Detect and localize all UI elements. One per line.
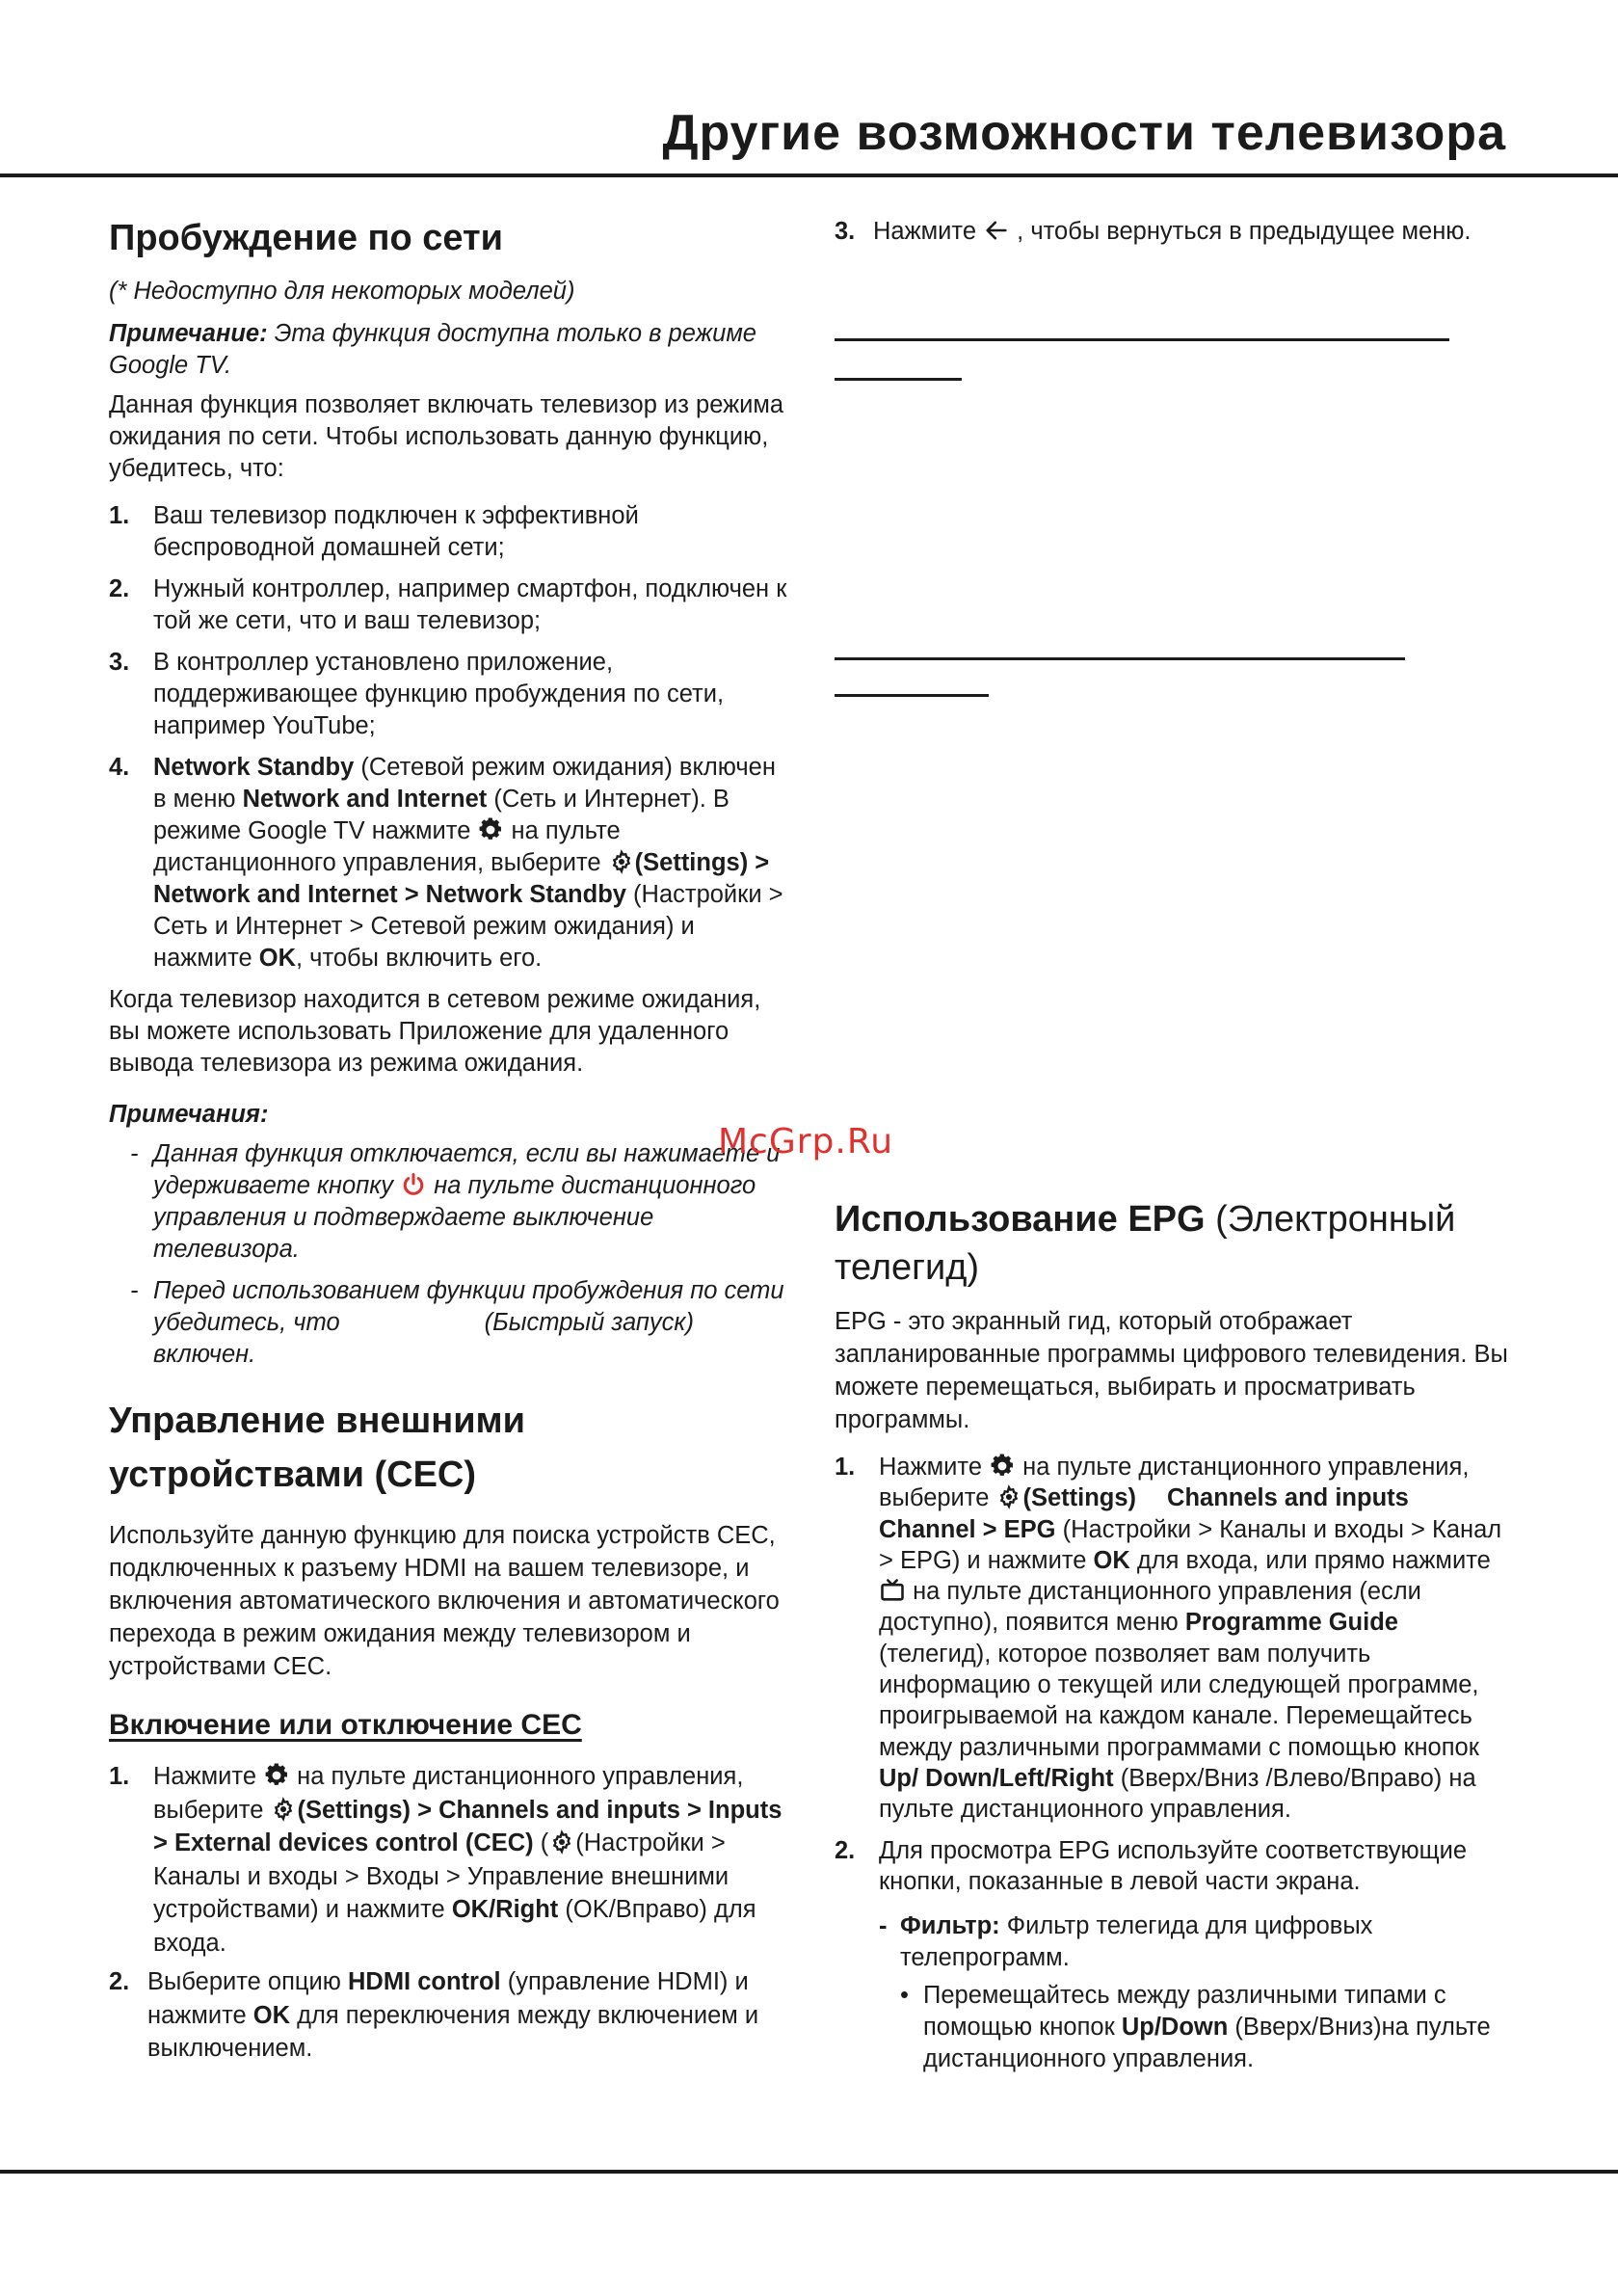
item-text: , чтобы включить его. <box>296 945 543 972</box>
gear-icon <box>263 1762 290 1789</box>
notes-list <box>109 1138 788 1371</box>
item-text: (телегид), которое позволяет вам получить информацию о текущей или следующей программе, проигрываемой на каждом канале. Перемещайтесь между различными программами с помощью кнопок <box>879 1640 1479 1761</box>
list-item <box>109 1760 788 1960</box>
list-item <box>109 647 788 742</box>
item-number: 1. <box>109 502 130 529</box>
list-item <box>835 216 1514 248</box>
epg-heading <box>835 1195 1514 1292</box>
menu-term: OK <box>258 945 297 972</box>
item-text: Нужный контроллер, например смартфон, подключен к той же сети, что и ваш телевизор; <box>153 575 787 634</box>
item-text: Перед использованием функции пробуждения по сети убедитесь, что <box>153 1277 784 1336</box>
menu-term: Up/Down <box>1121 2014 1229 2042</box>
item-text: В контроллер установлено приложение, поддерживающее функцию пробуждения по сети, например YouTube; <box>153 649 725 739</box>
back-arrow-icon <box>983 217 1010 244</box>
item-text: Перемещайтесь между различными типами с помощью кнопок <box>923 1982 1446 2042</box>
header-divider <box>0 174 1618 177</box>
epg-intro: EPG - это экранный гид, который отображает запланированные программы цифрового телевидения. Вы можете перемещаться, выбирать и просматривать программы. <box>835 1308 1508 1433</box>
item-text: для входа, или прямо нажмите <box>1129 1546 1491 1574</box>
epg-section <box>835 1195 1514 2075</box>
item-text: (Сеть и Интернет). В режиме Google TV нажмите <box>153 786 729 844</box>
wol-heading: Пробуждение по сети <box>109 218 503 258</box>
settings-icon <box>548 1829 575 1855</box>
menu-term: Network and Internet <box>242 786 488 813</box>
list-item <box>109 574 788 637</box>
list-item <box>109 500 788 564</box>
menu-term: Channel > EPG <box>879 1515 1056 1543</box>
list-item <box>835 1452 1514 1826</box>
item-number: 4. <box>109 754 130 781</box>
google-tv-note <box>109 318 788 382</box>
dash: - <box>130 1140 139 1167</box>
page-title: Другие возможности телевизора <box>662 105 1506 161</box>
filter-label: Фильтр: <box>900 1912 1000 1940</box>
notes-heading <box>109 1099 788 1131</box>
divider-line <box>835 694 989 697</box>
item-text: Для просмотра EPG используйте соответствующие кнопки, показанные в левой части экрана. <box>879 1836 1468 1895</box>
item-text: Нажмите <box>153 1763 264 1790</box>
gear-icon <box>477 816 504 843</box>
power-icon <box>400 1171 427 1198</box>
menu-term: OK <box>1093 1546 1130 1574</box>
settings-icon <box>608 848 635 875</box>
left-column <box>109 212 788 2066</box>
item-number: 2. <box>109 1968 130 1995</box>
menu-term: (Settings) <box>1022 1484 1137 1512</box>
availability-note: (* Недоступно для некоторых моделей) <box>109 278 575 305</box>
watermark: McGrp.Ru <box>718 1122 894 1161</box>
item-text: (Настройки > Сеть и Интернет > Сетевой режим ожидания) и нажмите <box>153 881 783 972</box>
divider-line <box>835 378 962 381</box>
settings-icon <box>995 1483 1022 1510</box>
back-step-list <box>835 216 1514 248</box>
list-item <box>835 1835 1514 1898</box>
list-item <box>109 752 788 974</box>
wol-requirements-list <box>109 500 788 974</box>
note-label: Примечание: <box>109 320 268 347</box>
heading-bold: Использование EPG <box>835 1199 1206 1240</box>
item-number: 3. <box>109 649 130 676</box>
item-text: на пульте дистанционного управления, выберите <box>153 817 621 876</box>
item-text: (Настройки > Каналы и входы > Канал > EPG) и нажмите <box>879 1515 1502 1574</box>
item-text: (Быстрый запуск) включен. <box>153 1309 694 1368</box>
item-number: 3. <box>835 218 856 245</box>
tv-guide-icon <box>879 1577 906 1604</box>
menu-term: Network Standby <box>153 754 355 781</box>
menu-term: Channels and inputs <box>1167 1484 1409 1512</box>
cec-subheading: Включение или отключение CEC <box>109 1709 582 1741</box>
item-text: , чтобы вернуться в предыдущее меню. <box>1010 218 1472 245</box>
item-text: (Настройки > Каналы и входы > Входы > Управление внешними устройствами) и нажмите <box>153 1829 729 1923</box>
item-text: на пульте дистанционного управления, выберите <box>153 1763 744 1824</box>
item-text: (Вверх/Вниз)на пульте дистанционного управления. <box>923 2014 1491 2073</box>
menu-path: (Settings) > Channels and inputs > Inputs > External devices control (CEC) <box>153 1796 782 1856</box>
filter-item <box>835 1910 1514 1974</box>
item-text: Нажмите <box>879 1454 990 1481</box>
wol-standby-paragraph: Когда телевизор находится в сетевом режиме ожидания, вы можете использовать Приложение для удаленного вывода телевизора из режима ожидания. <box>109 986 761 1077</box>
dash: - <box>879 1912 888 1940</box>
divider-line <box>835 338 1449 341</box>
list-item <box>109 1138 788 1266</box>
right-column <box>835 212 1514 248</box>
dash: - <box>130 1277 139 1304</box>
menu-term: HDMI control <box>347 1968 501 1995</box>
item-text: Выберите опцию <box>147 1968 348 1995</box>
item-text: для переключения между включением и выключением. <box>147 2001 759 2062</box>
item-text: Ваш телевизор подключен к эффективной беспроводной домашней сети; <box>153 502 639 561</box>
cec-intro: Используйте данную функцию для поиска устройств CEC, подключенных к разъему HDMI на вашем телевизоре, и включения автоматического включения и автоматического перехода в режим ожидания между телевизором и устройствами CEC. <box>109 1522 780 1680</box>
footer-divider <box>0 2170 1618 2174</box>
item-text: Данная функция отключается, если вы нажимаете и удерживаете кнопку <box>153 1140 781 1199</box>
list-item <box>109 1965 788 2066</box>
menu-term: Programme Guide <box>1184 1609 1398 1637</box>
note-text: Эта функция доступна только в режиме Google TV. <box>109 320 756 379</box>
item-text: ( <box>533 1829 549 1856</box>
epg-steps-list <box>835 1452 1514 1897</box>
item-text: (Вверх/Вниз /Влево/Вправо) на пульте дистанционного управления. <box>879 1764 1476 1824</box>
divider-line <box>835 657 1405 660</box>
item-number: 1. <box>835 1454 856 1481</box>
heading-light: (Электронный телегид) <box>835 1199 1456 1288</box>
settings-icon <box>270 1796 297 1823</box>
filter-bullet <box>835 1980 1514 2075</box>
item-number: 2. <box>835 1836 856 1864</box>
cec-steps-list <box>109 1760 788 2066</box>
item-number: 1. <box>109 1763 130 1790</box>
gear-icon <box>989 1453 1016 1480</box>
item-text: Фильтр телегида для цифровых телепрограмм. <box>900 1912 1373 1972</box>
cec-heading <box>109 1394 788 1502</box>
wol-intro: Данная функция позволяет включать телевизор из режима ожидания по сети. Чтобы использовать данную функцию, убедитесь, что: <box>109 391 784 482</box>
menu-term: Up/ Down/Left/Right <box>879 1764 1114 1792</box>
item-text: на пульте дистанционного управления (если доступно), появится меню <box>879 1578 1421 1637</box>
item-text: (управление HDMI) и нажмите <box>147 1968 749 2029</box>
notes-label: Примечания: <box>109 1101 269 1128</box>
item-text: (Сетевой режим ожидания) включен в меню <box>153 754 776 813</box>
heading-line: устройствами (CEC) <box>109 1455 477 1495</box>
menu-term: OK <box>252 2001 291 2029</box>
menu-term: OK/Right <box>451 1896 559 1923</box>
item-text: Нажмите <box>873 218 984 245</box>
item-number: 2. <box>109 575 130 602</box>
item-text: на пульте дистанционного управления и подтверждаете выключение телевизора. <box>153 1172 756 1263</box>
item-text: (OK/Вправо) для входа. <box>153 1896 756 1957</box>
menu-path: (Settings) > Network and Internet > Network Standby <box>153 849 770 908</box>
heading-line: Управление внешними <box>109 1401 526 1441</box>
bullet: • <box>900 1982 909 2010</box>
item-text: на пульте дистанционного управления, выберите <box>879 1454 1470 1512</box>
list-item <box>109 1275 788 1371</box>
